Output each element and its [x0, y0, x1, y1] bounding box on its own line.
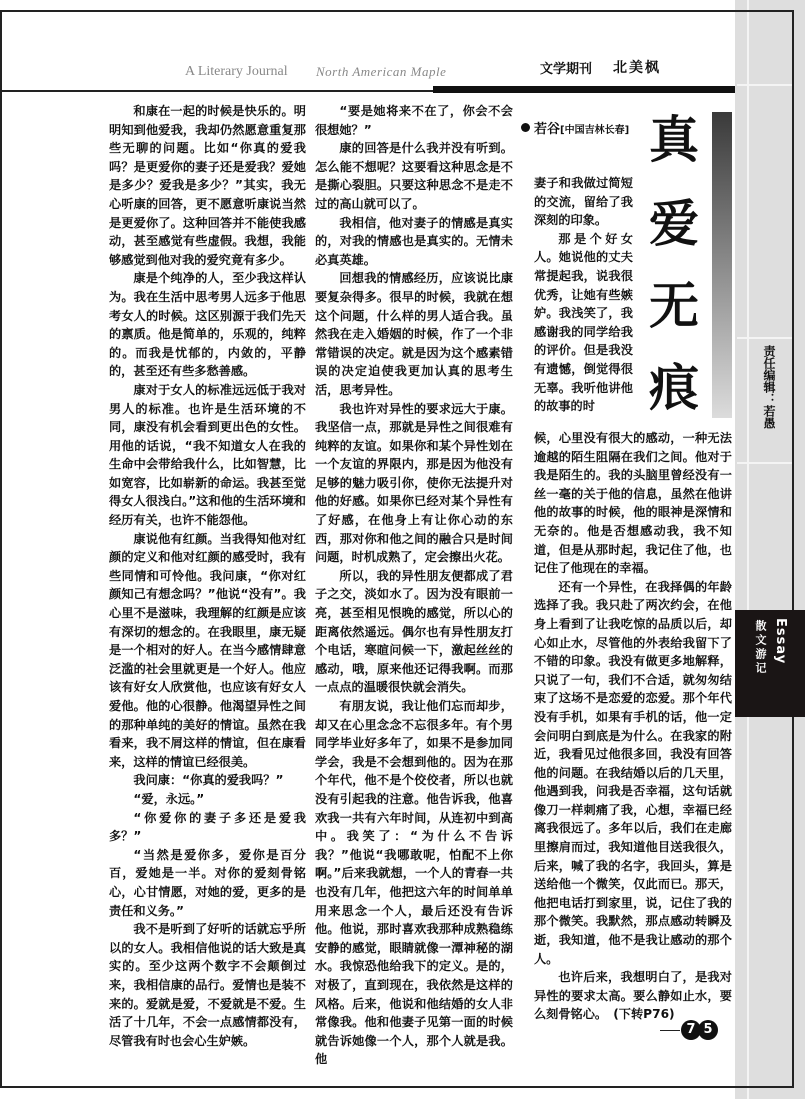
page-number-digit: 5 — [698, 1020, 718, 1040]
title-char: 真 — [649, 111, 699, 169]
title-gradient-bar — [712, 112, 732, 418]
paragraph: 还有一个异性，在我择偶的年龄选择了我。我只赴了两次约会，在他身上看到了让我吃惊的品质以后，却心如止水，尽管他的外表给我留下了不错的印象。我没有做更多地解释，只说了一句，我们不合适，就匆匆结束了这场不是恋爱的恋爱。那个年代没有手机，如果有手机的话，他一定会问明白到底是为什么。在我家的附近，我看见过他很多回，我没有回答他的问题。在我结婚以后的几天里，他遇到我，问我是否幸福，这句话就像刀一样刺痛了我，心想，幸福已经离我很远了。多年以后，我们在走廊里擦肩而过，我知道他目送我很久，后来，喊了我的名字，我回头，算是送给他一个微笑，仅此而已。那天，他把电话打到家里，说，记住了我的那个微笑。我默然，那点感动转瞬及逝，我知道，他不是我让感动的那个人。 — [534, 579, 732, 966]
text-column-1 — [109, 102, 306, 1050]
paragraph: “要是她将来不在了，你会不会很想她？” — [315, 104, 513, 137]
article-title — [646, 111, 702, 417]
paragraph: 妻子和我做过简短的交流，留给了我深刻的印象。 — [534, 176, 633, 228]
paragraph: “爱，永远。” — [133, 791, 205, 806]
strip-divider — [737, 84, 793, 86]
section-label-chinese: 散文游记 — [754, 620, 767, 676]
paragraph: 康的回答是什么我并没有听到。怎么能不想呢？这要看这种思念是不是撕心裂胆。只要这种思念不是走不过的高山就可以了。 — [315, 141, 513, 211]
title-char: 痕 — [649, 359, 699, 417]
section-tab — [735, 610, 805, 717]
paragraph: 我也许对异性的要求远大于康。我坚信一点，那就是异性之间很难有纯粹的友谊。如果你和某个异性划在一个友谊的界限内，那是因为他没有足够的魅力吸引你，使你无法提升对他的好感。如果你已经对某个异性有了好感，在他身上有让你心动的东西，那对你和他之间的融合只是时间问题，时机成熟了，定会擦出火花。 — [315, 401, 513, 565]
paragraph: 候，心里没有很大的感动，一种无法逾越的陌生阻隔在我们之间。他对于我是陌生的。我的头脑里曾经没有一丝一毫的关于他的信息，虽然在他讲他的故事的时候，他的眼神是深情和无奈的。他是否想感动我，我不知道，但是从那时起，我记住了他，也记住了他现在的幸福。 — [534, 431, 732, 576]
page-frame-bottom — [0, 1086, 794, 1088]
journal-name-english: A Literary Journal — [185, 64, 288, 79]
paragraph: 和康在一起的时候是快乐的。明明知到他爱我，我却仍然愿意重复那些无聊的问题。比如“你真的爱我吗？是更爱你的妻子还是爱我？爱她是多少？爱我是多少？”其实，我无心听康的回答，更不愿意听康说当然是更爱你了。这种回答并不能使我感动，甚至感觉有些虚假。我想，我能够感觉到他对我的爱究竟有多少。 — [109, 104, 306, 267]
journal-name-script: North American Maple — [316, 64, 447, 79]
title-char: 无 — [649, 277, 699, 335]
author-location: [中国吉林长春] — [560, 125, 630, 136]
paragraph: 也许后来，我想明白了，是我对异性的要求太高。要么静如止水，要么刻骨铭心。 (下转P76) — [534, 970, 732, 1022]
paragraph: 我不是听到了好听的话就忘乎所以的女人。我相信他说的话大致是真实的。至少这两个数字不会颠倒过来，我相信康的品行。爱情也是装不来的。爱就是爱，不爱就是不爱。生活了十几年，不会一点感情都没有，尽管我有时也会心生妒嫉。 — [109, 922, 306, 1048]
page-frame-left — [0, 10, 2, 1088]
strip-divider — [737, 462, 793, 464]
section-label-english: Essay — [773, 618, 788, 665]
paragraph: “你爱你的妻子多还是爱我多？” — [109, 810, 306, 844]
paragraph: “当然是爱你多，爱你是百分百，爱她是一半。对你的爱刻骨铭心，心甘情愿，对她的爱，更多的是责任和义务。” — [109, 847, 306, 918]
editor-credit: 责任编辑：若愚 — [762, 345, 776, 429]
paragraph: 那是个好女人。她说他的丈夫常提起我，说我很优秀，让她有些嫉妒。我浅笑了，我感谢我的同学给我的评价。但是我没有遗憾，倒觉得很无辜。我听他讲他的故事的时 — [534, 231, 633, 414]
paragraph: 康是个纯净的人，至少我这样认为。我在生活中思考男人远多于他思考女人的时候。这区别源于我们先天的禀质。他是简单的，乐观的，纯粹的。而我是忧郁的，内敛的，平静的，甚至还有些多愁善感。 — [109, 271, 306, 379]
text-column-3-wide — [534, 429, 732, 1024]
paragraph: 我问康：“你真的爱我吗？” — [133, 773, 284, 788]
page-number-digit: 7 — [681, 1020, 701, 1040]
paragraph: 康对于女人的标准远远低于我对男人的标准。也许是生活环境的不同，康没有机会看到更出色的女性。用他的话说，“我不知道女人在我的生命中会带给我什么，比如智慧，比如宽容，比如崭新的命运。我甚至觉得女人很浅白。”这和他的生活环境和经历有关，也许不能怨他。 — [109, 382, 306, 528]
author-byline — [521, 118, 629, 137]
paragraph: 康说他有红颜。当我得知他对红颜的定义和他对红颜的感受时，我有些同情和可怜他。我问康，“你对红颜知己有想念吗？”他说“没有”。我心里不是滋味，我理解的红颜是应该有深切的想念的。在我眼里，康无疑是一个相对的好人。在当今感情肆意泛滥的社会里就更是一个好人。他应该有好女人欣赏他，也应该有好女人爱他。他的心很静。他渴望异性之间的那种单纯的美好的情谊。虽然在我看来，我不屑这样的情谊，但在康看来，这样的情谊已经很美。 — [109, 531, 306, 769]
journal-type-chinese: 文学期刊 — [540, 62, 593, 77]
journal-name-chinese: 北美枫 — [613, 60, 661, 76]
text-column-3-narrow — [534, 174, 633, 416]
side-strip — [735, 0, 805, 1099]
bullet-icon — [521, 123, 530, 132]
header-rule — [0, 90, 435, 92]
title-char: 爱 — [649, 195, 699, 253]
paragraph: 回想我的情感经历，应该说比康要复杂得多。很早的时候，我就在想这个问题，什么样的男人适合我。虽然我在走入婚姻的时候，作了一个非常错误的决定。就是因为这个感素错误的决定迫使我更加认真的思考生活，思考异性。 — [315, 271, 513, 397]
header-bar — [433, 86, 735, 93]
author-name: 若谷 — [534, 122, 561, 137]
page-frame-top — [0, 10, 794, 12]
strip-divider — [747, 0, 749, 1099]
strip-divider — [737, 337, 793, 339]
paragraph: 有朋友说，我让他们忘而却步，却又在心里念念不忘很多年。有个男同学毕业好多年了，如果不是参加同学会，我是不会想到他的。因为在那个年代，他不是个佼佼者，所以也就没有引起我的注意。他告诉我，他喜欢我一共有六年时间，从连初中到高中。我笑了：“为什么不告诉我？”他说“我哪敢呢，怕配不上你啊。”后来我就想，一个人的青春一共也没有几年，他把这六年的时间单单用来思念一个人，最后还没有告诉他。他说，那时喜欢我那种成熟稳练安静的感觉，眼睛就像一潭神秘的湖水。我惊恐他给我下的定义。是的，对极了，直到现在，我依然是这样的风格。后来，他说和他结婚的女人非常像我。他和他妻子见第一面的时候就告诉她像一个人，那个人就是我。他 — [315, 699, 513, 1067]
page-frame-right — [792, 10, 794, 1088]
paragraph: 所以，我的异性朋友便都成了君子之交，淡如水了。因为没有眼前一亮，甚至相见恨晚的感觉，所以心的距离依然遥远。偶尔也有异性朋友打个电话，寒暄问候一下，激起丝丝的感动，哦，原来他还记得我啊。而那一点点的温暖很快就会消失。 — [315, 568, 513, 695]
text-column-2 — [315, 102, 513, 1069]
page-number-rule — [660, 1030, 680, 1031]
paragraph: 我相信，他对妻子的情感是真实的，对我的情感也是真实的。无情未必真英雄。 — [315, 215, 513, 267]
